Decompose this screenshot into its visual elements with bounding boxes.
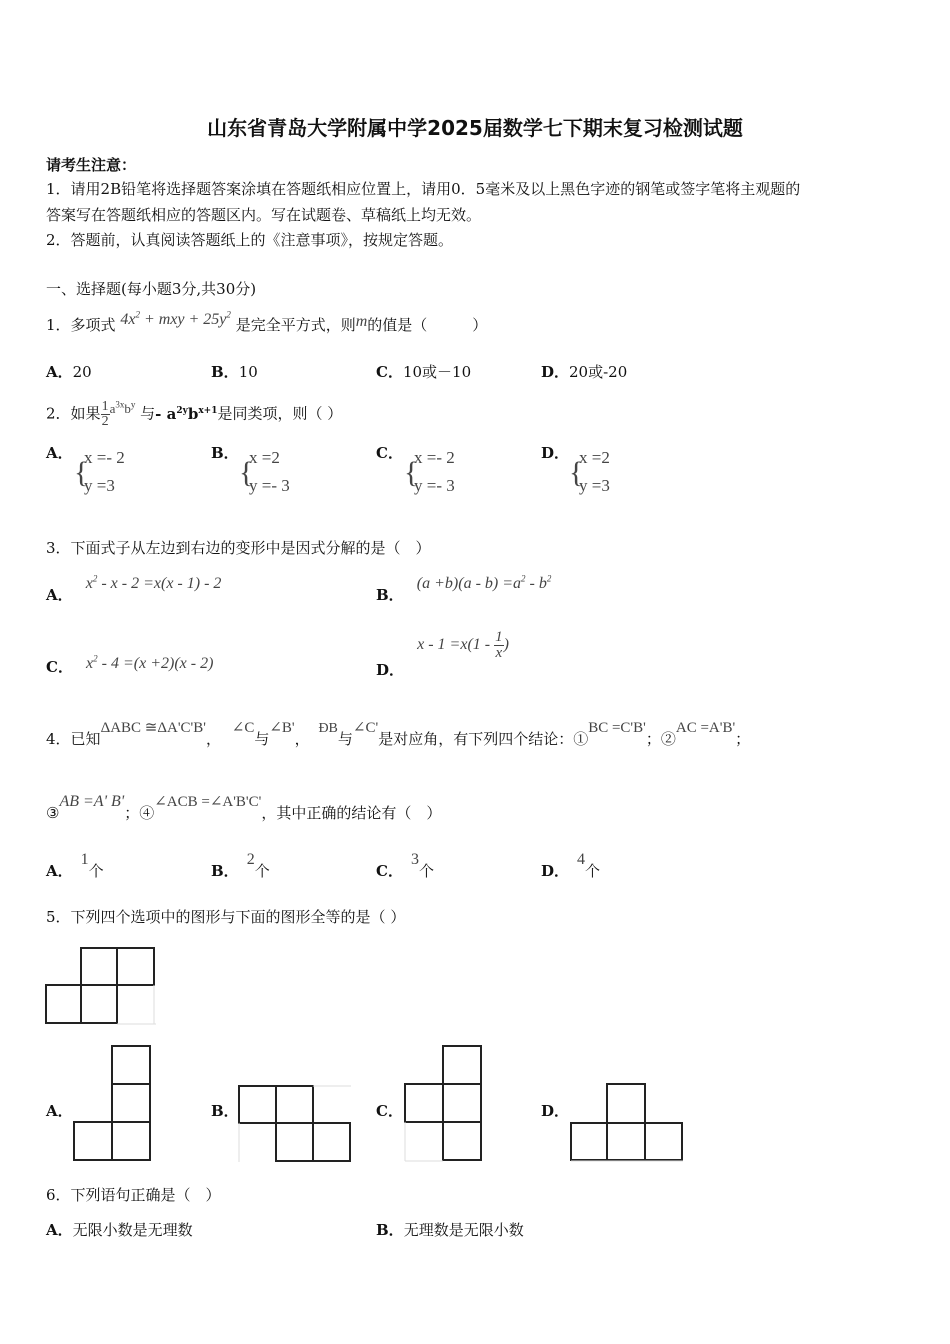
q3-option-c[interactable]: C． $x^2 - 4 =(x +2)(x - 2)$ [46, 653, 214, 676]
q1-option-b[interactable]: B．10 [211, 363, 258, 381]
q4-option-a[interactable]: A．1个 [46, 851, 104, 880]
q5-option-c-figure[interactable] [403, 1044, 485, 1162]
q5-option-d-label[interactable]: D． [541, 1102, 570, 1120]
q5-option-a-figure[interactable] [72, 1044, 154, 1162]
question-4-line2: ③AB =A' B'；④∠ACB =∠A'B'C'，其中正确的结论有（ ） [46, 793, 442, 822]
q2-number: 2． [46, 404, 71, 423]
question-1 [46, 309, 488, 335]
q1-number: 1． [46, 316, 71, 334]
q5-option-b-label[interactable]: B． [211, 1102, 239, 1120]
q4-angle-c1: ∠C' [352, 720, 379, 736]
notice-line2: 2．答题前，认真阅读答题纸上的《注意事项》，按规定答题。 [46, 231, 454, 249]
q5-option-a-label[interactable]: A． [46, 1102, 73, 1120]
q6-option-b[interactable]: B．无理数是无限小数 [376, 1221, 524, 1239]
q2-term2: - $a^{2y}b^{x+1}$ [155, 404, 218, 423]
q3-option-a[interactable]: A． $x^2 - x - 2 =x(x - 1) - 2$ [46, 573, 222, 604]
q4-conclusion-3: AB =A' B' [59, 793, 125, 810]
q2-option-a[interactable]: A． { x =- 2 y =3 [46, 444, 125, 495]
notice-line1b: 答案写在答题纸相应的答题区内。写在试题卷、草稿纸上均无效。 [46, 206, 482, 224]
q5-option-b-figure[interactable] [237, 1084, 353, 1164]
question-2 [46, 400, 342, 429]
q4-conclusion-2: AC =A'B' [675, 720, 736, 736]
q2-option-d[interactable]: D． { x =2 y =3 [541, 444, 610, 495]
q2-c-brace: { [404, 456, 419, 489]
q2-post: 是同类项，则（ ） [217, 404, 343, 423]
q5-option-c-label[interactable]: C． [376, 1102, 403, 1120]
q3-option-d[interactable]: D． x - 1 =x(1 - $\frac{1}{x}$ ) [376, 629, 509, 680]
q4-angle-b: ÐB [318, 721, 338, 736]
q2-b-brace: { [239, 456, 254, 489]
notice-line1a: 1．请用2B铅笔将选择题答案涂填在答题纸相应位置上，请用0．5毫米及以上黑色字迹的钢笔或签字笔将主观题的 [46, 180, 801, 198]
q1-tail: 的值是（ ） [367, 316, 488, 334]
q1-option-c[interactable]: C．10或－10 [376, 363, 472, 381]
page-title: 山东省青岛大学附属中学2025届数学七下期末复习检测试题 [207, 116, 743, 140]
q2-fraction: $\frac{1}{2}$ [101, 399, 109, 429]
q4-option-c[interactable]: C．3个 [376, 851, 434, 880]
q4-congruence: ΔABC ≅ΔA'C'B' [100, 720, 206, 736]
q1-expression: $4x^2$ + mxy + $25y^2$ [120, 309, 231, 328]
q5-reference-figure [44, 946, 158, 1026]
q2-pre: 如果 [70, 404, 101, 423]
q1-option-d[interactable]: D．20或-20 [541, 363, 628, 381]
q4-option-d[interactable]: D．4个 [541, 851, 601, 880]
q4-conclusion-4: ∠ACB =∠A'B'C' [154, 794, 262, 810]
notice-heading: 请考生注意： [46, 156, 137, 174]
q3-option-b[interactable]: B． $(a +b)(a - b) =a^2 - b^2$ [376, 573, 552, 604]
q1-m: m [355, 313, 368, 330]
q4-option-b[interactable]: B．2个 [211, 851, 270, 880]
q4-angle-b1: ∠B' [269, 720, 295, 736]
question-4: 4．已知ΔABC ≅ΔA'C'B'， ∠C与∠B'， ÐB与∠C'是对应角，有下列四个结论：①BC =C'B'；②AC =A'B'； [46, 720, 751, 748]
q2-term1: $a^{3x}b^y$ [109, 399, 136, 416]
q2-option-b[interactable]: B． { x =2 y =- 3 [211, 444, 290, 495]
q2-option-c[interactable]: C． { x =- 2 y =- 3 [376, 444, 455, 495]
section-heading: 一、选择题(每小题3分,共30分) [46, 280, 257, 298]
q2-a-brace: { [74, 456, 89, 489]
question-6: 6．下列语句正确是（ ） [46, 1186, 221, 1204]
q2-d-brace: { [569, 456, 584, 489]
question-5: 5．下列四个选项中的图形与下面的图形全等的是（ ） [46, 908, 406, 926]
q1-post: 是完全平方式，则 [235, 316, 356, 334]
q5-option-d-figure[interactable] [569, 1082, 685, 1164]
q4-angle-c: ∠C [231, 720, 255, 736]
q1-pre: 多项式 [70, 316, 116, 334]
q2-mid: 与 [140, 404, 156, 423]
q6-option-a[interactable]: A．无限小数是无理数 [46, 1221, 193, 1239]
question-3: 3．下面式子从左边到右边的变形中是因式分解的是（ ） [46, 539, 431, 557]
q4-conclusion-1: BC =C'B' [588, 720, 646, 736]
q1-option-a[interactable]: A．20 [46, 363, 92, 381]
